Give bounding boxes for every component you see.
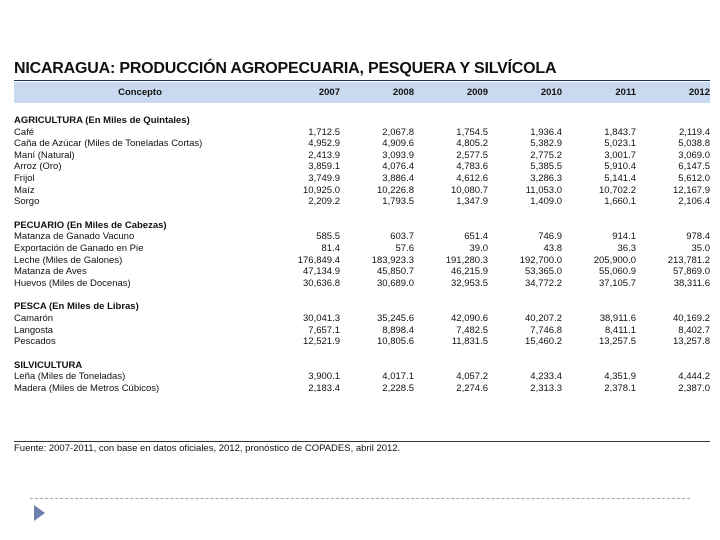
value-cell: 40,169.2: [673, 312, 710, 324]
value-cell: 37,105.7: [599, 277, 636, 289]
value-cell: 55,060.9: [599, 266, 636, 278]
table-row: [14, 127, 710, 139]
table-row: [14, 278, 710, 290]
value-cell: 4,783.6: [456, 161, 488, 173]
value-cell: 3,001.7: [604, 149, 636, 161]
value-cell: 5,141.4: [604, 172, 636, 184]
value-cell: 15,460.2: [525, 336, 562, 348]
value-cell: 1,754.5: [456, 126, 488, 138]
spacer-row: [14, 348, 710, 360]
value-cell: 13,257.5: [599, 336, 636, 348]
value-cell: 11,053.0: [525, 184, 562, 196]
spacer-row: [14, 289, 710, 301]
value-cell: 978.4: [686, 231, 710, 243]
value-cell: 5,038.8: [678, 138, 710, 150]
value-cell: 45,850.7: [377, 266, 414, 278]
value-cell: 183,923.3: [371, 254, 414, 266]
spacer-row: [14, 103, 710, 115]
spacer-cell: [14, 208, 710, 220]
section-heading: SILVICULTURA: [14, 359, 83, 371]
value-cell: 5,382.9: [530, 138, 562, 150]
value-cell: 7,746.8: [530, 324, 562, 336]
column-header-concept: Concepto: [118, 87, 162, 98]
table-row: [14, 138, 710, 150]
value-cell: 5,910.4: [604, 161, 636, 173]
value-cell: 4,444.2: [678, 371, 710, 383]
table-row: [14, 150, 710, 162]
value-cell: 3,900.1: [308, 371, 340, 383]
value-cell: 176,849.4: [297, 254, 340, 266]
value-cell: 2,106.4: [678, 196, 710, 208]
value-cell: 5,385.5: [530, 161, 562, 173]
section-heading-row: [14, 220, 710, 232]
page-title: NICARAGUA: PRODUCCIÓN AGROPECUARIA, PESQUERA Y SILVÍCOLA: [14, 60, 557, 77]
value-cell: 4,909.6: [382, 138, 414, 150]
row-label: Matanza de Aves: [14, 266, 87, 278]
value-cell: 30,041.3: [303, 312, 340, 324]
value-cell: 603.7: [390, 231, 414, 243]
row-label: Madera (Miles de Metros Cúbicos): [14, 382, 160, 394]
section-heading: AGRICULTURA (En Miles de Quintales): [14, 115, 190, 126]
spacer-cell: [14, 103, 710, 115]
value-cell: 3,859.1: [308, 161, 340, 173]
row-label: Pescados: [14, 336, 56, 348]
row-label: Sorgo: [14, 196, 40, 208]
table-row: [14, 185, 710, 197]
value-cell: 2,119.4: [679, 126, 710, 138]
value-cell: 4,952.9: [308, 138, 340, 150]
value-cell: 2,387.0: [678, 382, 710, 394]
row-label: Maní (Natural): [14, 149, 75, 161]
value-cell: 2,313.3: [530, 382, 562, 394]
value-cell: 2,067.8: [382, 126, 414, 138]
row-label: Caña de Azúcar (Miles de Toneladas Cortas): [14, 138, 203, 150]
value-cell: 3,749.9: [308, 172, 340, 184]
value-cell: 1,347.9: [456, 196, 488, 208]
row-label: Arroz (Oro): [14, 161, 62, 173]
value-cell: 3,286.3: [530, 172, 562, 184]
table-row: [14, 336, 710, 348]
value-cell: 12,521.9: [303, 336, 340, 348]
table-row: [14, 161, 710, 173]
section-heading: PECUARIO (En Miles de Cabezas): [14, 219, 167, 231]
value-cell: 3,093.9: [382, 149, 414, 161]
spacer-cell: [14, 348, 710, 360]
value-cell: 39.0: [469, 242, 488, 254]
value-cell: 2,209.2: [308, 196, 340, 208]
value-cell: 7,482.5: [456, 324, 488, 336]
column-header-year: 2011: [615, 87, 636, 98]
value-cell: 192,700.0: [519, 254, 562, 266]
value-cell: 1,409.0: [530, 196, 562, 208]
value-cell: 914.1: [612, 231, 636, 243]
table-row: [14, 173, 710, 185]
value-cell: 57.6: [395, 242, 414, 254]
row-label: Maíz: [14, 184, 35, 196]
value-cell: 53,365.0: [525, 266, 562, 278]
section-heading-row: [14, 115, 710, 127]
value-cell: 746.9: [538, 231, 562, 243]
value-cell: 2,378.1: [604, 382, 636, 394]
section-heading-row: [14, 360, 710, 372]
value-cell: 36.3: [617, 242, 636, 254]
value-cell: 46,215.9: [451, 266, 488, 278]
row-label: Frijol: [14, 172, 35, 184]
value-cell: 4,233.4: [530, 371, 562, 383]
value-cell: 30,636.8: [303, 277, 340, 289]
value-cell: 2,183.4: [308, 382, 340, 394]
row-label: Camarón: [14, 312, 54, 324]
value-cell: 7,657.1: [308, 324, 340, 336]
table-row: [14, 383, 710, 395]
value-cell: 8,402.7: [678, 324, 710, 336]
row-label: Leña (Miles de Toneladas): [14, 371, 126, 383]
value-cell: 10,702.2: [599, 184, 636, 196]
value-cell: 1,843.7: [604, 126, 636, 138]
value-cell: 4,076.4: [382, 161, 414, 173]
table-row: [14, 266, 710, 278]
source-note: Fuente: 2007-2011, con base en datos oficiales, 2012, pronóstico de COPADES, abril 2012.: [14, 443, 401, 454]
source-divider: [14, 441, 710, 442]
value-cell: 4,351.9: [604, 371, 636, 383]
column-header-year: 2010: [540, 87, 562, 98]
value-cell: 38,311.6: [673, 277, 710, 289]
value-cell: 13,257.8: [673, 336, 710, 348]
value-cell: 81.4: [321, 242, 340, 254]
table-body: [14, 103, 710, 394]
value-cell: 35,245.6: [377, 312, 414, 324]
value-cell: 1,793.5: [382, 196, 414, 208]
value-cell: 6,147.5: [678, 161, 710, 173]
column-header-year: 2009: [466, 87, 488, 98]
value-cell: 34,772.2: [525, 277, 562, 289]
value-cell: 38,911.6: [599, 312, 636, 324]
value-cell: 2,775.2: [530, 149, 562, 161]
row-label: Huevos (Miles de Docenas): [14, 277, 131, 289]
value-cell: 43.8: [543, 242, 562, 254]
value-cell: 1,936.4: [530, 126, 562, 138]
slide-footer-divider: [30, 498, 690, 499]
section-heading-row: [14, 301, 710, 313]
production-table: [14, 82, 710, 394]
value-cell: 191,280.3: [445, 254, 488, 266]
value-cell: 47,134.9: [303, 266, 340, 278]
value-cell: 30,689.0: [377, 277, 414, 289]
table-row: [14, 371, 710, 383]
section-heading: PESCA (En Miles de Libras): [14, 301, 139, 313]
table-row: [14, 313, 710, 325]
row-label: Café: [14, 126, 35, 138]
row-label: Exportación de Ganado en Pie: [14, 242, 144, 254]
value-cell: 205,900.0: [593, 254, 636, 266]
column-header-year: 2007: [318, 87, 340, 98]
value-cell: 8,898.4: [382, 324, 414, 336]
table-row: [14, 243, 710, 255]
table-row: [14, 255, 710, 267]
row-label: Leche (Miles de Galones): [14, 254, 123, 266]
value-cell: 585.5: [316, 231, 340, 243]
value-cell: 1,712.5: [308, 126, 340, 138]
spacer-cell: [14, 289, 710, 301]
spacer-row: [14, 208, 710, 220]
value-cell: 10,226.8: [377, 184, 414, 196]
value-cell: 32,953.5: [451, 277, 488, 289]
title-divider: [14, 80, 710, 81]
value-cell: 4,057.2: [456, 371, 488, 383]
value-cell: 10,925.0: [303, 184, 340, 196]
value-cell: 1,660.1: [604, 196, 636, 208]
value-cell: 5,023.1: [604, 138, 636, 150]
value-cell: 42,090.6: [451, 312, 488, 324]
slide-arrow-icon: [34, 505, 45, 521]
table-header-row: [14, 82, 710, 103]
value-cell: 3,069.0: [678, 149, 710, 161]
value-cell: 2,274.6: [456, 382, 488, 394]
value-cell: 4,612.6: [456, 172, 488, 184]
column-header-year: 2012: [688, 87, 710, 98]
value-cell: 40,207.2: [525, 312, 562, 324]
row-label: Matanza de Ganado Vacuno: [14, 231, 135, 243]
value-cell: 2,413.9: [308, 149, 340, 161]
value-cell: 2,228.5: [382, 382, 414, 394]
table-row: [14, 196, 710, 208]
value-cell: 57,869.0: [673, 266, 710, 278]
value-cell: 4,805.2: [456, 138, 488, 150]
column-header-year: 2008: [392, 87, 414, 98]
value-cell: 35.0: [691, 242, 710, 254]
row-label: Langosta: [14, 324, 54, 336]
value-cell: 4,017.1: [382, 371, 414, 383]
value-cell: 8,411.1: [605, 324, 636, 336]
value-cell: 10,805.6: [377, 336, 414, 348]
value-cell: 11,831.5: [451, 336, 488, 348]
table-row: [14, 231, 710, 243]
value-cell: 12,167.9: [673, 184, 710, 196]
value-cell: 3,886.4: [382, 172, 414, 184]
value-cell: 2,577.5: [456, 149, 488, 161]
value-cell: 651.4: [464, 231, 488, 243]
value-cell: 10,080.7: [451, 184, 488, 196]
value-cell: 213,781.2: [667, 254, 710, 266]
value-cell: 5,612.0: [678, 172, 710, 184]
table-row: [14, 325, 710, 337]
